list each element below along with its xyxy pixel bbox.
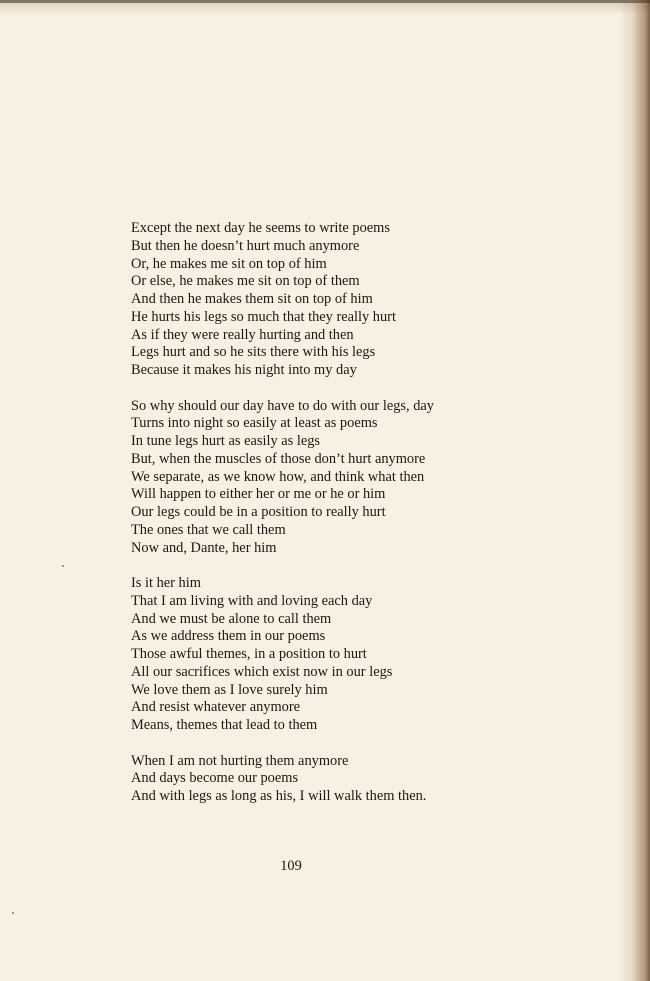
- page-top-edge: [0, 0, 650, 3]
- poem-line: The ones that we call them: [131, 521, 286, 538]
- poem-line: All our sacrifices which exist now in our legs: [131, 663, 393, 680]
- poem-line: And we must be alone to call them: [131, 610, 332, 627]
- poem-line: And days become our poems: [131, 770, 299, 787]
- poem-line: Means, themes that lead to them: [131, 717, 318, 733]
- poem: [131, 220, 471, 824]
- stanza-4: [131, 753, 471, 806]
- poem-line: Those awful themes, in a position to hurt: [131, 646, 367, 662]
- poem-line: Our legs could be in a position to really hurt: [131, 504, 386, 520]
- poem-line: Now and, Dante, her him: [131, 539, 277, 556]
- poem-line: As if they were really hurting and then: [131, 326, 354, 343]
- poem-line: Because it makes his night into my day: [131, 362, 357, 378]
- poem-line: Or else, he makes me sit on top of them: [131, 273, 360, 290]
- poem-line: When I am not hurting them anymore: [131, 752, 349, 769]
- stanza-1: [131, 220, 471, 380]
- stanza-3: [131, 575, 471, 735]
- poem-line: So why should our day have to do with our legs, day: [131, 397, 434, 414]
- poem-line: Or, he makes me sit on top of him: [131, 255, 327, 272]
- poem-line: But then he doesn’t hurt much anymore: [131, 237, 360, 254]
- paper-speck: [12, 912, 14, 914]
- poem-line: He hurts his legs so much that they really hurt: [131, 308, 396, 325]
- page-number: 109: [280, 858, 302, 874]
- poem-line: But, when the muscles of those don’t hurt anymore: [131, 450, 426, 467]
- paper-speck: [62, 565, 64, 567]
- poem-line: Legs hurt and so he sits there with his legs: [131, 344, 376, 361]
- poem-line: As we address them in our poems: [131, 628, 326, 645]
- poem-line: Except the next day he seems to write poems: [131, 220, 390, 236]
- poem-line: Will happen to either her or me or he or him: [131, 486, 386, 503]
- poem-line: We love them as I love surely him: [131, 681, 328, 698]
- poem-line: We separate, as we know how, and think what then: [131, 468, 425, 485]
- poem-line: Turns into night so easily at least as poems: [131, 415, 378, 432]
- poem-line: And resist whatever anymore: [131, 699, 301, 716]
- poem-line: That I am living with and loving each day: [131, 592, 373, 609]
- poem-line: And with legs as long as his, I will walk them then.: [131, 788, 427, 804]
- stanza-2: [131, 398, 471, 558]
- poem-line: In tune legs hurt as easily as legs: [131, 433, 321, 449]
- poem-line: Is it her him: [131, 575, 201, 591]
- poem-line: And then he makes them sit on top of him: [131, 291, 373, 307]
